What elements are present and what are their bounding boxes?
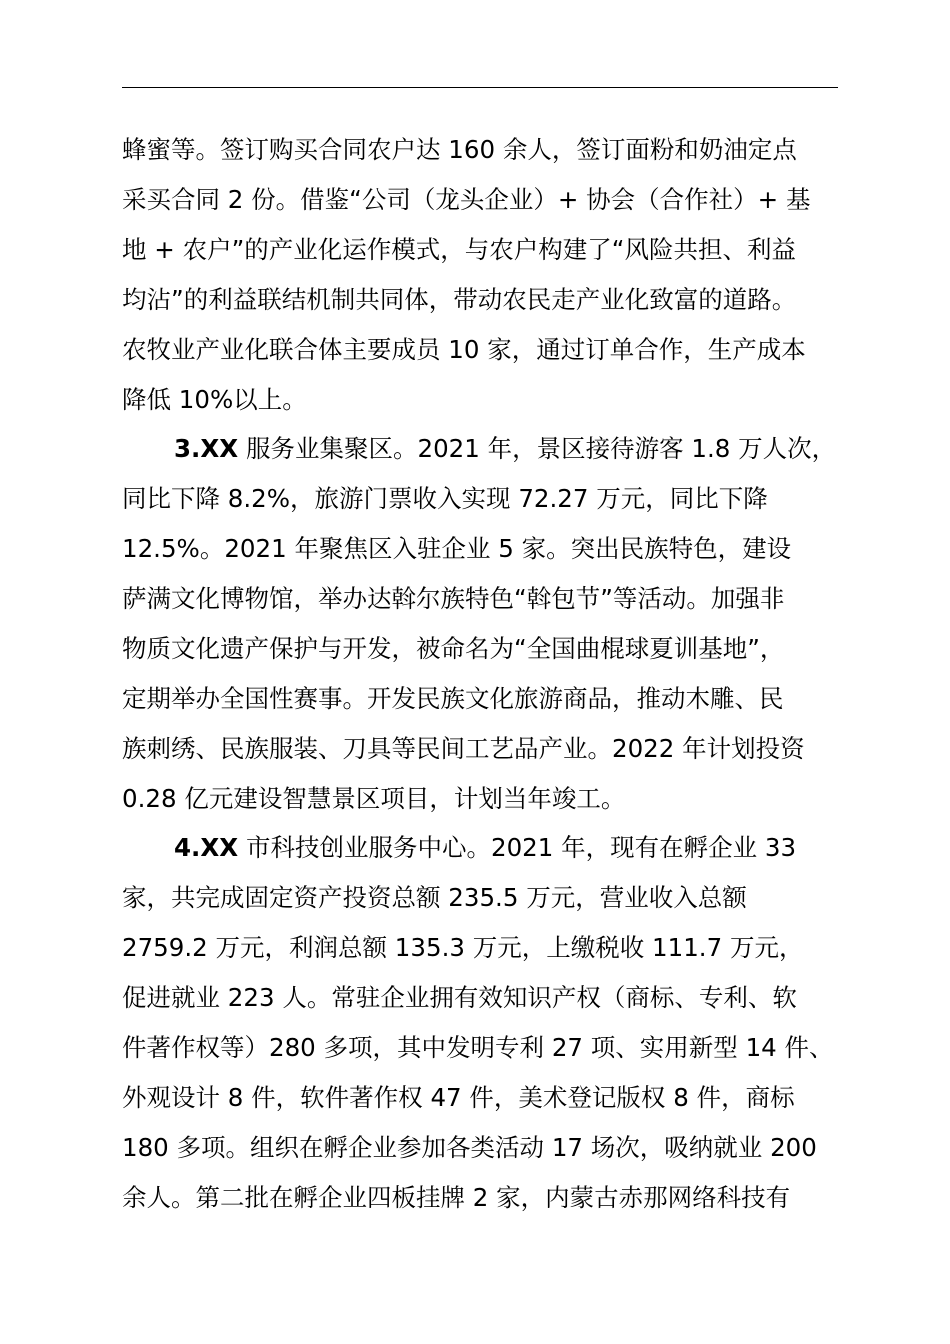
paragraph-line: 族刺绣、民族服装、刀具等民间工艺品产业。2022 年计划投资 bbox=[122, 734, 805, 763]
paragraph-line: 家，共完成固定资产投资总额 235.5 万元，营业收入总额 bbox=[122, 883, 747, 912]
section-heading-3: 3.XX bbox=[174, 434, 239, 463]
paragraph-line: 农牧业产业化联合体主要成员 10 家，通过订单合作，生产成本 bbox=[122, 335, 806, 364]
paragraph-line: 降低 10%以上。 bbox=[122, 385, 307, 414]
paragraph-line: 均沾”的利益联结机制共同体，带动农民走产业化致富的道路。 bbox=[122, 285, 797, 314]
paragraph-line: 采买合同 2 份。借鉴“公司（龙头企业）+ 协会（合作社）+ 基 bbox=[122, 185, 811, 214]
paragraph-line: 同比下降 8.2%，旅游门票收入实现 72.27 万元，同比下降 bbox=[122, 484, 768, 513]
paragraph-line: 12.5%。2021 年聚焦区入驻企业 5 家。突出民族特色，建设 bbox=[122, 534, 792, 563]
paragraph-line: 件著作权等）280 多项，其中发明专利 27 项、实用新型 14 件、 bbox=[122, 1033, 834, 1062]
paragraph-line: 定期举办全国性赛事。开发民族文化旅游商品，推动木雕、民 bbox=[122, 684, 784, 713]
paragraph-line: 180 多项。组织在孵企业参加各类活动 17 场次，吸纳就业 200 bbox=[122, 1133, 817, 1162]
paragraph-line: 外观设计 8 件，软件著作权 47 件，美术登记版权 8 件，商标 bbox=[122, 1083, 795, 1112]
paragraph-line: 服务业集聚区。2021 年，景区接待游客 1.8 万人次， bbox=[246, 434, 837, 463]
section-heading-4: 4.XX bbox=[174, 833, 239, 862]
paragraph-line: 物质文化遗产保护与开发，被命名为“全国曲棍球夏训基地”， bbox=[122, 634, 785, 663]
paragraph-line: 蜂蜜等。签订购买合同农户达 160 余人，签订面粉和奶油定点 bbox=[122, 135, 797, 164]
paragraph-line: 余人。第二批在孵企业四板挂牌 2 家，内蒙古赤那网络科技有 bbox=[122, 1183, 791, 1212]
paragraph-line: 2759.2 万元，利润总额 135.3 万元，上缴税收 111.7 万元， bbox=[122, 933, 804, 962]
paragraph-line: 萨满文化博物馆，举办达斡尔族特色“斡包节”等活动。加强非 bbox=[122, 584, 785, 613]
paragraph-line: 促进就业 223 人。常驻企业拥有效知识产权（商标、专利、软 bbox=[122, 983, 797, 1012]
paragraph-line: 0.28 亿元建设智慧景区项目，计划当年竣工。 bbox=[122, 784, 626, 813]
paragraph-line: 地 + 农户”的产业化运作模式，与农户构建了“风险共担、利益 bbox=[122, 235, 796, 264]
paragraph-line: 市科技创业服务中心。2021 年，现有在孵企业 33 bbox=[246, 833, 797, 862]
header-rule bbox=[122, 87, 838, 88]
